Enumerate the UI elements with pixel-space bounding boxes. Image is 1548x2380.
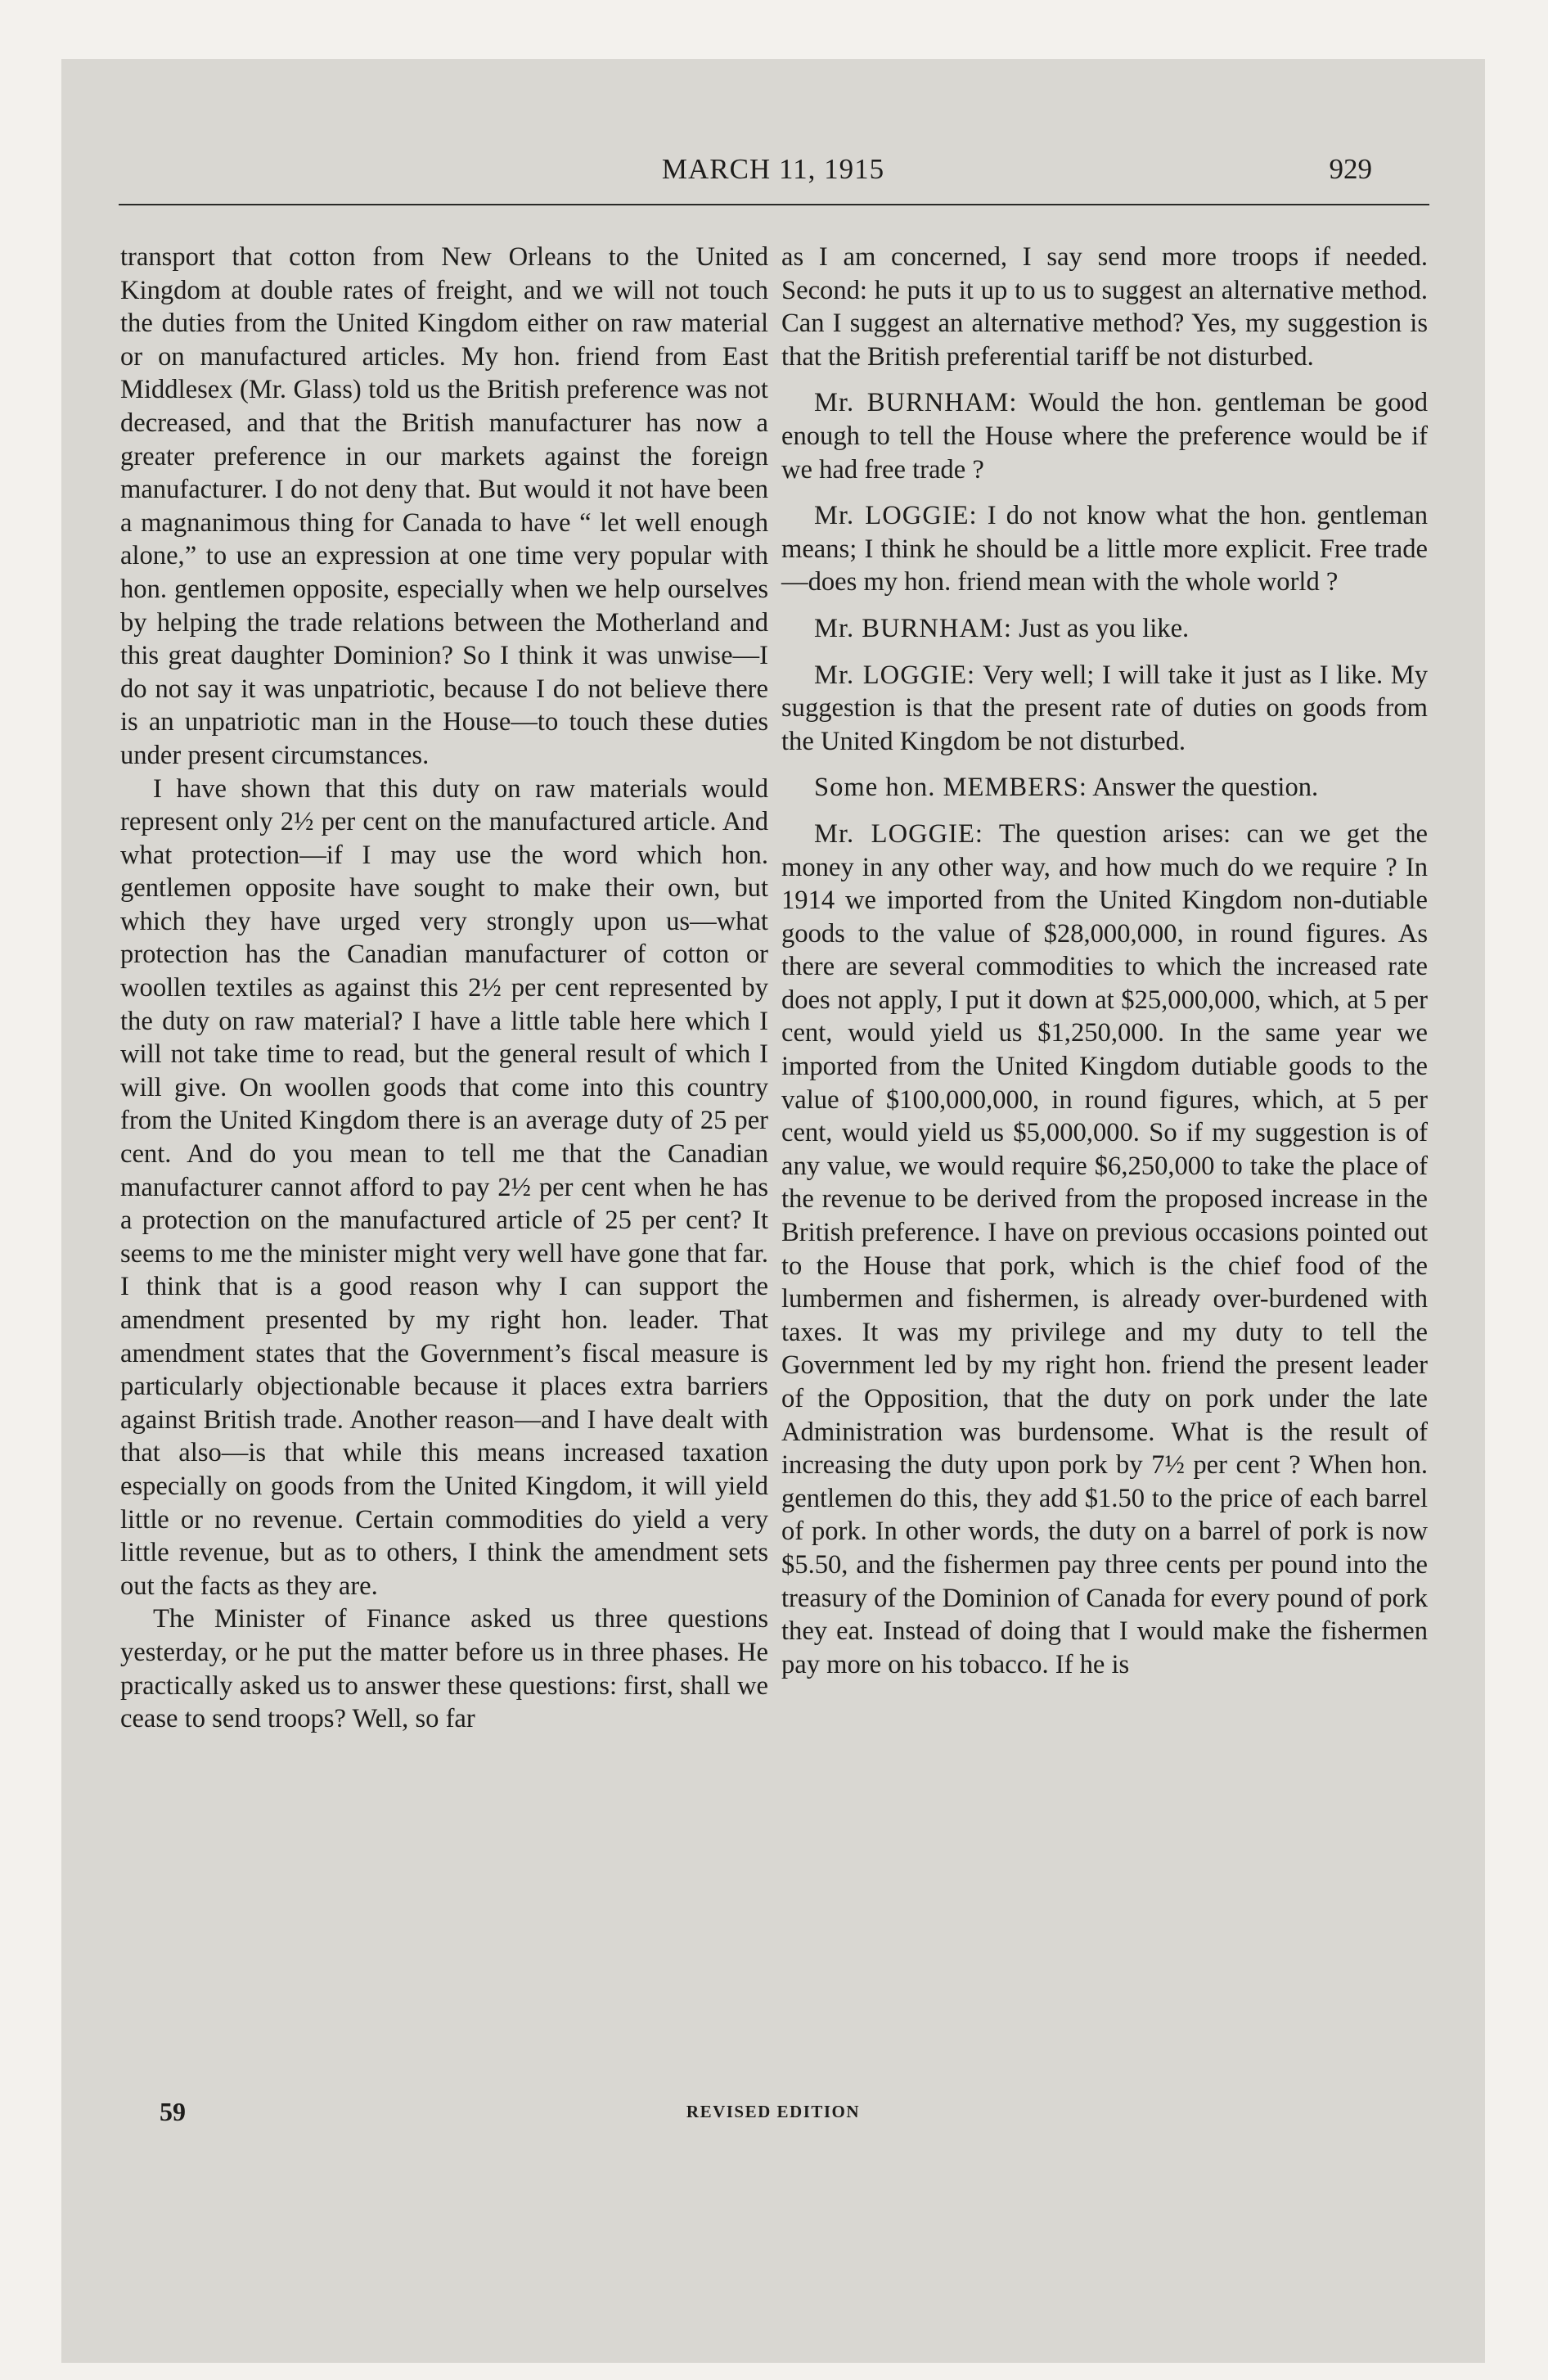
paragraph: The Minister of Finance asked us three questions yesterday, or he put the matter before us in three phases. He practically asked us to answer these questions: first, shall we cease to send troops? Well, so far (120, 1604, 768, 1734)
speech-text: The question arises: can we get the money in any other way, and how much do we require ? In 1914 we imported from the United Kingdom non-dutiable goods to the value of $28,000,000, in round figures. As there are several commodities to which the increased rate does not apply, I put it down at $25,000,000, which, at 5 per cent, would yield us $1,250,000. In the same year we imported from the United Kingdom dutiable goods to the value of $100,000,000, in round figures, which, at 5 per cent, would yield us $5,000,000. So if my suggestion is of any value, we would require $6,250,000 to take the place of the revenue to be derived from the proposed increase in the British preference. I have on previous occasions pointed out to the House that pork, which is the chief food of the lumbermen and fishermen, is already over-burdened with taxes. It was my privilege and my duty to tell the Government led by my right hon. friend the present leader of the Opposition, that the duty on pork under the late Administration was burdensome. What is the result of increasing the duty upon pork by 7½ per cent ? When hon. gentlemen do this, they add $1.50 to the price of each barrel of pork. In other words, the duty on a barrel of pork is now $5.50, and the fishermen pay three cents per pound into the treasury of the Dominion of Canada for every pound of pork they eat. Instead of doing that I would make the fishermen pay more on his tobacco. If he is (781, 818, 1428, 1679)
speech-paragraph (781, 612, 1428, 646)
speaker-name: Mr. BURNHAM: (814, 613, 1012, 643)
page-date: MARCH 11, 1915 (661, 153, 885, 185)
speech-text: Just as you like. (1019, 613, 1190, 643)
speaker-name: Mr. LOGGIE: (814, 818, 983, 849)
folio-signature: 59 (160, 2097, 186, 2126)
speech-paragraph (781, 386, 1428, 486)
speech-text: Would the hon. gentleman be good enough to tell the House where the preference would be if we had free trade ? (781, 388, 1428, 485)
speech-text: Answer the question. (1092, 773, 1319, 803)
speech-paragraph (781, 818, 1428, 1681)
right-column (781, 241, 1428, 1681)
speaker-name: Mr. LOGGIE: (814, 501, 978, 531)
edition-note: REVISED EDITION (686, 2102, 861, 2121)
speech-paragraph (781, 499, 1428, 599)
speaker-name: Mr. LOGGIE: (814, 660, 976, 690)
running-head (61, 153, 1485, 194)
left-column (120, 241, 768, 1736)
page-scan (61, 59, 1485, 2363)
speech-paragraph (781, 659, 1428, 759)
paragraph: I have shown that this duty on raw materials would represent only 2½ per cent on the manufactured article. And what protection—if I may use the word which hon. gentlemen opposite have sought to make their own, but which they have urged very strongly upon us—what protection has the Canadian manufacturer of cotton or woollen textiles as against this 2½ per cent represented by the duty on raw material? I have a little table here which I will not take time to read, but the general result of which I will give. On woollen goods that come into this country from the United Kingdom there is an average duty of 25 per cent. And do you mean to tell me that the Canadian manufacturer cannot afford to pay 2½ per cent when he has a protection on the manufactured article of 25 per cent? It seems to me the minister might very well have gone that far. I think that is a good reason why I can support the amendment presented by my right hon. leader. That amendment states that the Government’s fiscal measure is particularly objectionable because it places extra barriers against British trade. Another reason—and I have dealt with that also—is that while this means increased taxation especially on goods from the United Kingdom, it will yield little or no revenue. Certain commodities do yield a very little revenue, but as to others, I think the amendment sets out the facts as they are. (120, 773, 768, 1601)
hansard-page (61, 59, 1485, 2363)
speech-text: Very well; I will take it just as I like. My suggestion is that the present rate of duties on goods from the United Kingdom be not disturbed. (781, 660, 1429, 756)
paragraph: transport that cotton from New Orleans to the United Kingdom at double rates of freight, and we will not touch the duties from the United Kingdom either on raw material or on manufactured articles. My hon. friend from East Middlesex (Mr. Glass) told us the British preference was not decreased, and that the British manufacturer has now a greater preference in our markets against the foreign manufacturer. I do not deny that. But would it not have been a magnanimous thing for Canada to have “ let well enough alone,” to use an expression at one time very popular with hon. gentlemen opposite, especially when we help ourselves by helping the trade relations between the Motherland and this great daughter Dominion? So I think it was unwise—I do not say it was unpatriotic, because I do not believe there is an unpatriotic man in the House—to touch these duties under present circumstances. (120, 242, 768, 770)
paragraph-text: as I am concerned, I say send more troops if needed. Second: he puts it up to us to suggest an alternative method. Can I suggest an alternative method? Yes, my suggestion is that the British preferential tariff be not disturbed. (781, 242, 1428, 372)
speech-paragraph (781, 771, 1428, 805)
paragraph (781, 241, 1428, 373)
header-rule (119, 204, 1429, 205)
page-number: 929 (1329, 153, 1372, 185)
speaker-name: Mr. BURNHAM: (814, 388, 1018, 418)
speaker-name: Some hon. MEMBERS: (814, 773, 1087, 803)
speech-text: I do not know what the hon. gentleman means; I think he should be a little more explicit. Free trade—does my hon. friend mean with the whole world ? (781, 501, 1428, 597)
